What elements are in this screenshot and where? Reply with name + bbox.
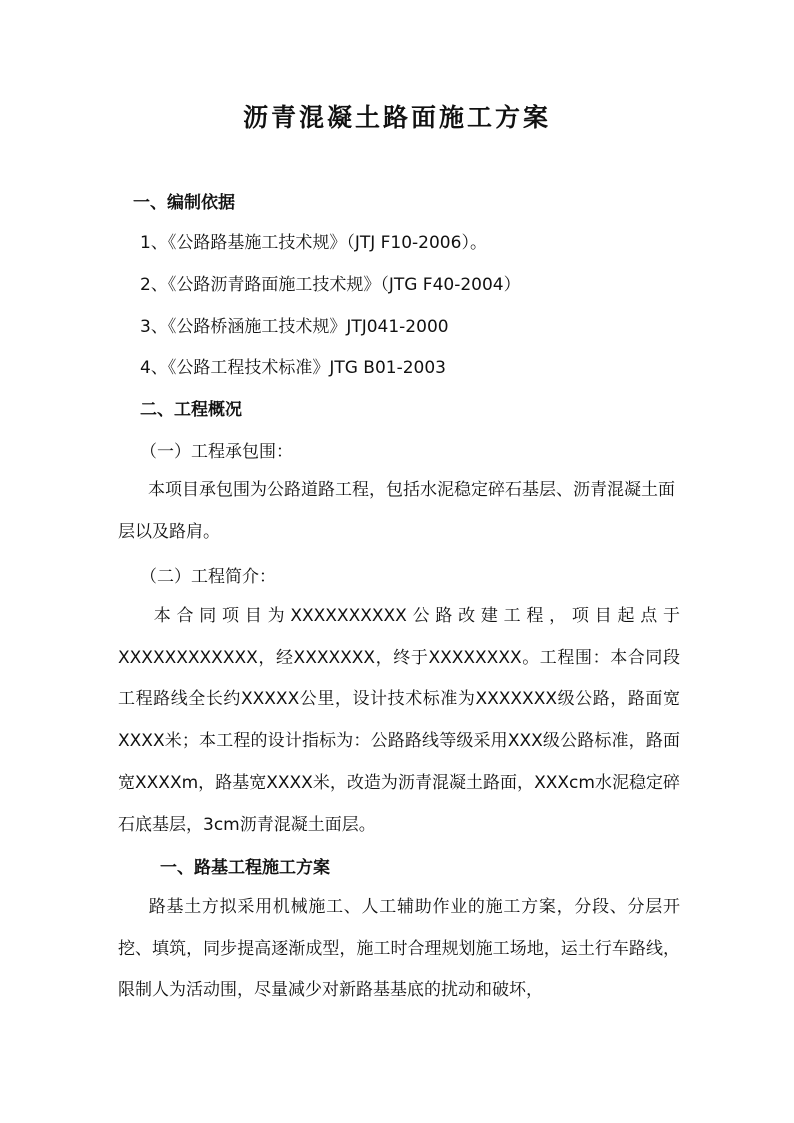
- paragraph-intro: [118, 596, 680, 846]
- paragraph-scope-text: 本项目承包围为公路道路工程，包括水泥稳定碎石基层、沥青混凝土面层以及路肩。: [118, 480, 675, 542]
- paragraph-scope: [118, 470, 680, 553]
- paragraph-intro-text: 本合同项目为XXXXXXXXXX公路改建工程，项目起点于XXXXXXXXXXXX，经XXXXXXX，终于XXXXXXXX。工程围：本合同段工程路线全长约XXXXX公里，设计技术标准为XXXXXXX级公路，路面宽XXXX米；本工程的设计指标为：公路路线等级采用XXX级公路标准，路面宽XXXXm，路基宽XXXX米，改造为沥青混凝土路面，XXXcm水泥稳定碎石底基层，3cm沥青混凝土面层。: [118, 606, 680, 835]
- section-heading-subgrade: 一、路基工程施工方案: [160, 858, 330, 878]
- subheading-intro: （二）工程简介：: [140, 567, 276, 587]
- subheading-scope: （一）工程承包围：: [140, 442, 293, 462]
- paragraph-subgrade: [118, 887, 680, 1012]
- basis-item-3: 3、《公路桥涵施工技术规》JTJ041-2000: [140, 317, 449, 337]
- document-title: 沥青混凝土路面施工方案: [242, 103, 551, 132]
- paragraph-subgrade-text: 路基土方拟采用机械施工、人工辅助作业的施工方案，分段、分层开挖、填筑，同步提高逐渐成型，施工时合理规划施工场地，运土行车路线，限制人为活动围，尽量减少对新路基基底的扰动和破坏，: [118, 897, 680, 1001]
- section-heading-overview: 二、工程概况: [140, 400, 242, 420]
- basis-item-2: 2、《公路沥青路面施工技术规》（JTG F40-2004）: [140, 275, 521, 295]
- basis-item-1: 1、《公路路基施工技术规》（JTJ F10-2006）。: [140, 233, 487, 253]
- basis-item-4: 4、《公路工程技术标准》JTG B01-2003: [140, 358, 446, 378]
- section-heading-basis: 一、编制依据: [133, 193, 235, 213]
